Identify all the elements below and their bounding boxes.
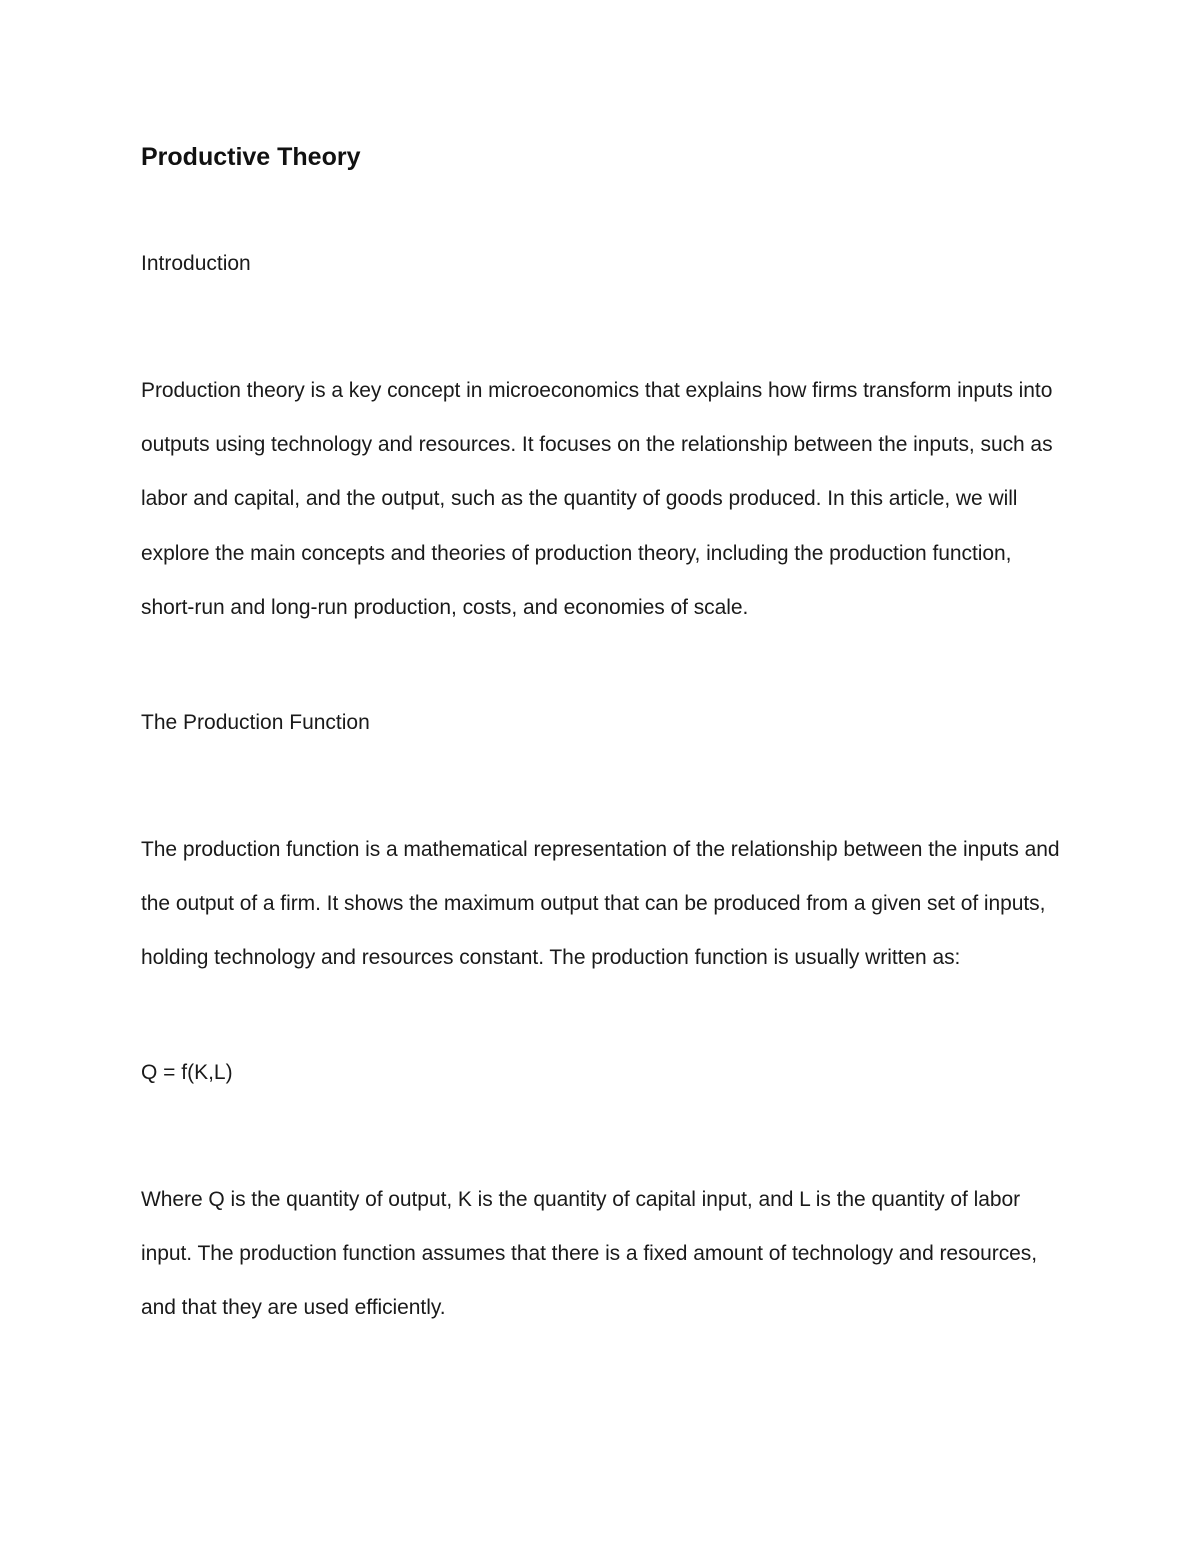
document-body [141, 137, 1061, 1335]
paragraph-introduction: Production theory is a key concept in microeconomics that explains how firms transform inputs into outputs using technology and resources. It focuses on the relationship between the inputs, such as labor and capital, and the output, such as the quantity of goods produced. In this article, we will explore the main concepts and theories of production theory, including the production function, short-run and long-run production, costs, and economies of scale. [141, 379, 1053, 619]
section-heading-production-function: The Production Function [141, 711, 370, 735]
document-title: Productive Theory [141, 143, 361, 171]
paragraph-where-definition: Where Q is the quantity of output, K is the quantity of capital input, and L is the quantity of labor input. The production function assumes that there is a fixed amount of technology and resources, and that they are used efficiently. [141, 1187, 1038, 1320]
section-heading-introduction: Introduction [141, 252, 251, 275]
paragraph-production-function: The production function is a mathematical representation of the relationship between the inputs and the output of a firm. It shows the maximum output that can be produced from a given set of inputs, holding technology and resources constant. The production function is usually written as: [141, 838, 1060, 970]
formula-production-function: Q = f(K,L) [141, 1060, 233, 1084]
